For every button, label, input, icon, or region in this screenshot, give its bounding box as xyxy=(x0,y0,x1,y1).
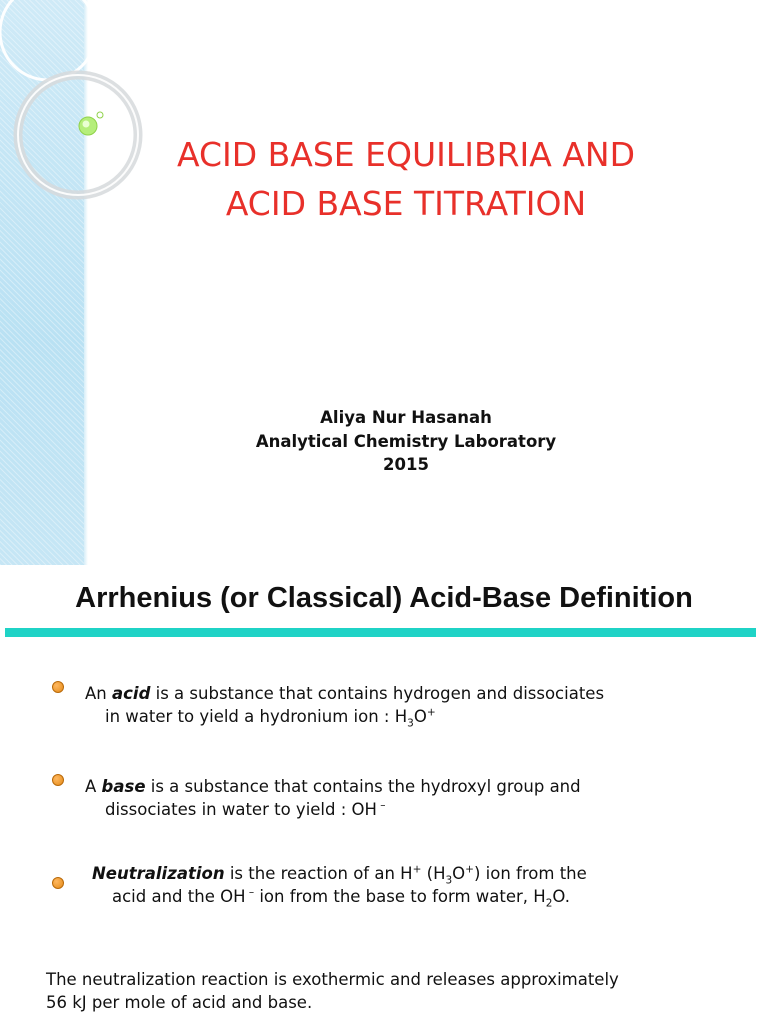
term-neutralization: Neutralization xyxy=(92,864,225,883)
bullet-dot-icon xyxy=(52,774,64,786)
text-fragment: is a substance that contains the hydroxyl group and xyxy=(145,777,581,796)
bullet-base-line-1 xyxy=(85,775,581,798)
title-line-1: ACID BASE EQUILIBRIA AND xyxy=(176,135,636,174)
bullet-acid-line-1 xyxy=(85,682,604,705)
text-fragment: (H xyxy=(421,864,446,883)
bullet-neutralization-line-2 xyxy=(92,885,587,908)
author-name: Aliya Nur Hasanah xyxy=(320,408,492,427)
bullet-neutralization-line-1 xyxy=(92,862,587,885)
superscript: – xyxy=(376,799,386,812)
text-fragment: ion from the base to form water, H xyxy=(254,887,546,906)
exothermic-note xyxy=(46,968,619,1014)
text-fragment: ) ion from the xyxy=(473,864,587,883)
superscript: + xyxy=(465,863,474,876)
text-fragment: O xyxy=(452,864,466,883)
note-line-2: 56 kJ per mole of acid and base. xyxy=(46,993,313,1012)
presentation-title xyxy=(100,130,712,228)
bullet-dot-icon xyxy=(52,877,64,889)
heading-underline-bar xyxy=(5,628,756,637)
superscript: + xyxy=(426,706,436,719)
definition-slide xyxy=(0,565,768,1024)
text-fragment: A xyxy=(85,777,102,796)
text-fragment: in water to yield a hydronium ion : H xyxy=(105,707,408,726)
bullet-acid-line-2 xyxy=(85,705,604,728)
bullet-neutralization-definition xyxy=(92,862,587,908)
presentation-year: 2015 xyxy=(383,455,429,474)
superscript: + xyxy=(412,863,422,876)
slide-heading: Arrhenius (or Classical) Acid-Base Definition xyxy=(75,582,693,614)
superscript: – xyxy=(245,886,255,899)
note-line-1: The neutralization reaction is exothermic and releases approximately xyxy=(46,970,619,989)
term-acid: acid xyxy=(112,684,151,703)
author-affiliation: Analytical Chemistry Laboratory xyxy=(255,431,557,451)
bullet-base-definition xyxy=(85,775,581,821)
text-fragment: is the reaction of an H xyxy=(224,864,413,883)
bullet-base-line-2 xyxy=(85,798,581,821)
author-block xyxy=(100,406,712,477)
text-fragment: is a substance that contains hydrogen and dissociates xyxy=(150,684,605,703)
subscript: 2 xyxy=(545,897,553,910)
text-fragment: O. xyxy=(552,887,570,906)
term-base: base xyxy=(101,777,146,796)
title-line-2: ACID BASE TITRATION xyxy=(225,184,587,223)
text-fragment: dissociates in water to yield : OH xyxy=(105,800,377,819)
text-fragment: O xyxy=(413,707,427,726)
bullet-acid-definition xyxy=(85,682,604,728)
subscript: 3 xyxy=(445,874,453,887)
text-fragment: acid and the OH xyxy=(112,887,246,906)
text-fragment: An xyxy=(85,684,112,703)
subscript: 3 xyxy=(407,717,414,730)
bullet-dot-icon xyxy=(52,681,64,693)
